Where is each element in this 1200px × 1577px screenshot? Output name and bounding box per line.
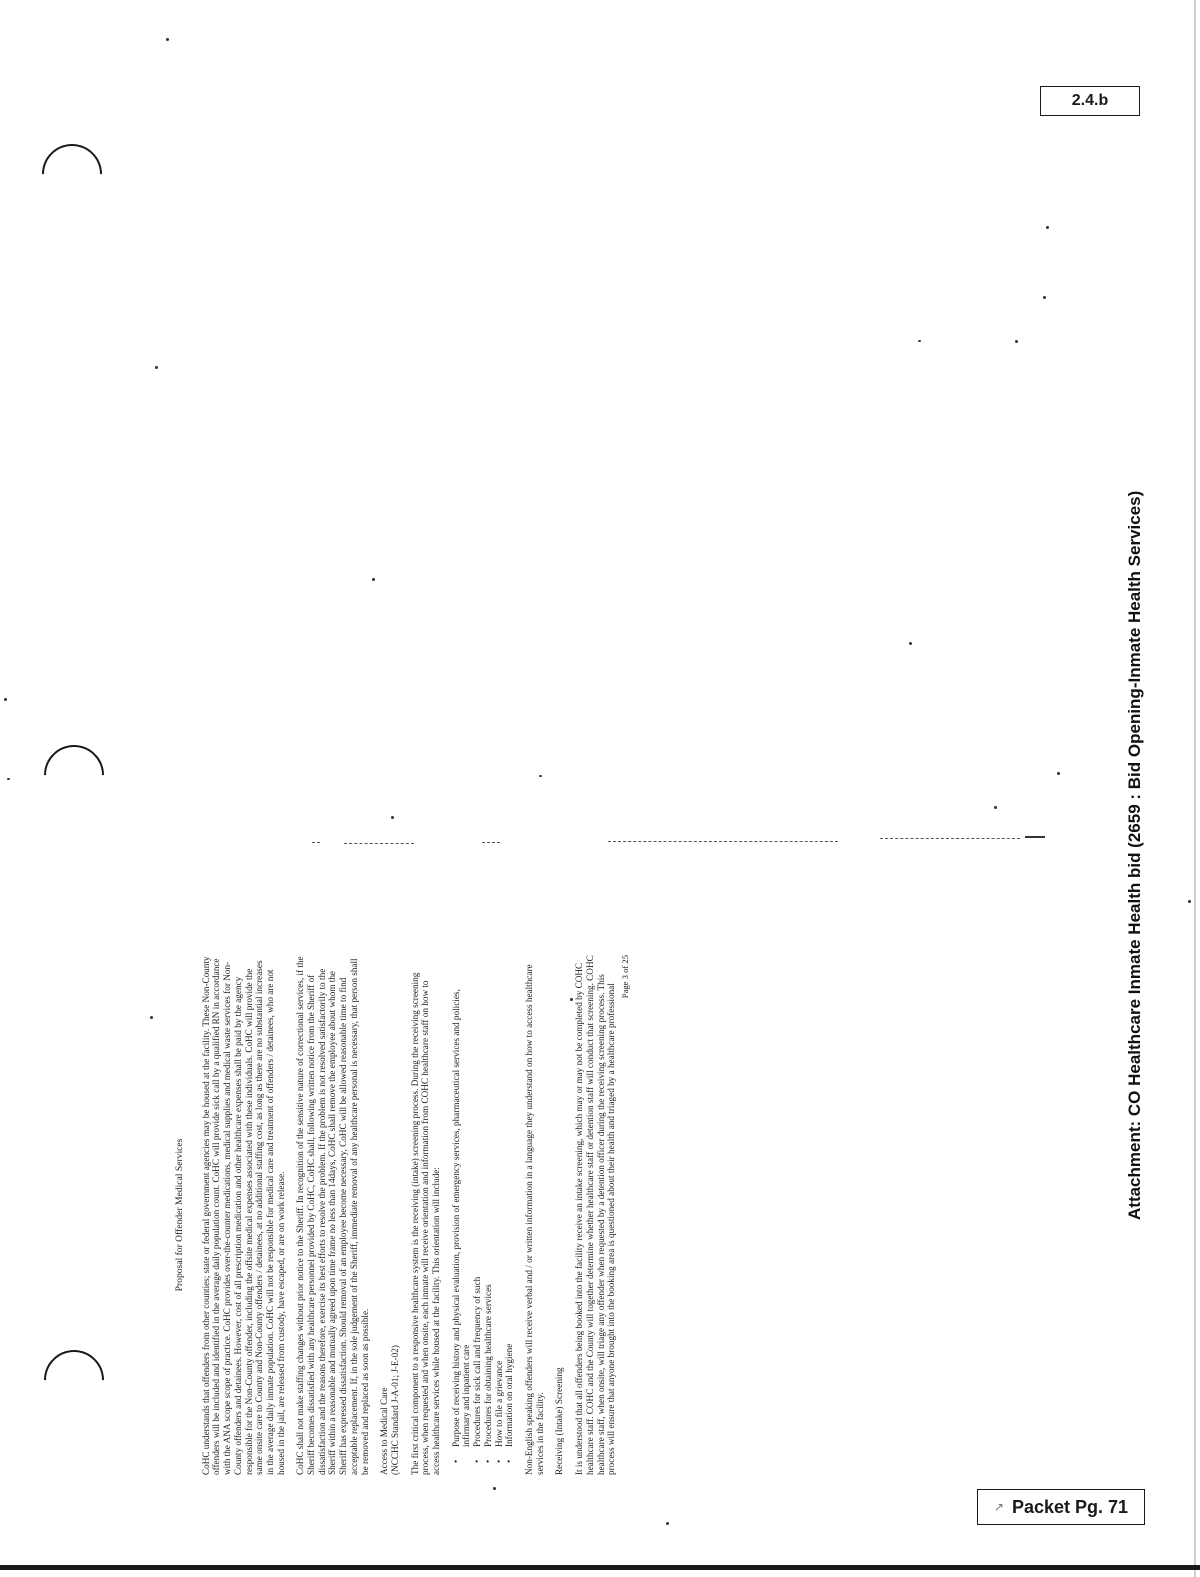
scan-dash-line <box>608 841 838 842</box>
page-number: Page 3 of 25 <box>619 955 630 999</box>
punch-hole-bottom <box>32 1338 117 1423</box>
scan-speck <box>1043 296 1046 299</box>
scan-speck <box>391 816 394 819</box>
paragraph-intake-orientation: The first critical component to a responsive healthcare system is the receiving (intake) screening process. During the receiving screening process, when requested and when onsite, each inmate will receive orientation and information from COHC healthcare staff on how to access healthcare services while housed at the facility. This orientation will include: <box>409 972 442 1475</box>
paragraph-non-county: CoHC understands that offenders from other counties; state or federal government agencies may be housed at the facility. These Non-County offenders will be included and identified in the average daily population count. CoHC will provide sick call by a qualified RN in accordance with the ANA scope scope of practice. CoHC provides over-the-counter medications, medical supplies and medical waste services for Non-County offenders and detainees. However, cost of all prescription medication and other healthcare expenses shall be paid by the agency responsible for the Non-County offender, including the offsite medical expenses associated with these individuals. CoHC will provide the same onsite care to County and Non-County offenders / detainees, at no additional staffing cost, as long as there are no substantial increases in the average daily inmate population. CoHC will not be responsible for medical care and treatment of offenders / detainees, who are not housed in the jail, are released from custody, have escaped, or are on work release. <box>200 956 286 1475</box>
scan-speck <box>909 642 912 645</box>
page-edge <box>1194 0 1196 1577</box>
scan-speck <box>918 340 921 342</box>
paragraph-staffing: CoHC shall not make staffing changes without prior notice to the Sheriff. In recognition of the sensitive nature of correctional services, if the Sheriff becomes dissatisfied with any healthcare personnel provided by CoHC, CoHC shall, following written notice from the Sheriff of dissatisfaction and the reasons therefore, exercise its best efforts to resolve the problem. If the problem is not resolved satisfactorily to the Sheriff within a reasonable and mutually agreed upon time frame no less than 14days, CoHC shall remove the employee about whom the Sheriff has expressed dissatisfaction. Should removal of an employee become necessary, CoHC will be allowed reasonable time to find acceptable replacement. If, in the sole judgement of the Sheriff, immediate removal of any healthcare personal is necessary, that person shall be removed and replaced as soon as possible. <box>295 956 370 1475</box>
heading-receiving-screening: Receiving (Intake) Screening <box>554 1367 565 1475</box>
scan-speck <box>372 578 375 581</box>
agenda-item-badge: 2.4.b <box>1040 86 1140 116</box>
scan-dash-line <box>880 838 1020 839</box>
scan-speck <box>150 1016 153 1019</box>
scan-speck <box>4 698 7 701</box>
attachment-label: Attachment: CO Healthcare Inmate Health bid (2659 : Bid Opening-Inmate Health Services) <box>1125 490 1144 1220</box>
scan-speck <box>570 998 573 1001</box>
cursor-icon: ↗ <box>993 1500 1004 1514</box>
rotated-document <box>175 955 637 1475</box>
list-item: • Procedures for sick call and frequency of such <box>472 955 483 1447</box>
scan-speck <box>1057 772 1060 775</box>
orientation-list <box>451 955 515 1475</box>
punch-hole-top <box>30 132 115 217</box>
scan-dash-line <box>344 843 414 844</box>
scan-speck <box>493 1487 496 1490</box>
bottom-rule <box>0 1565 1200 1570</box>
packet-page-label: Packet Pg. 71 <box>1011 1496 1129 1517</box>
scan-speck <box>1046 226 1049 229</box>
heading-access-to-care: Access to Medical Care <box>379 1387 390 1475</box>
list-item: • Purpose of receiving history and physical evaluation, provision of emergency services, pharmaceutical services and policies, infirmary and inpatient care <box>451 955 472 1447</box>
document-title: Proposal for Offender Medical Services <box>174 1138 185 1292</box>
paragraph-non-english: Non-English speaking offenders will receive verbal and / or written information in a language they understand on how to access healthcare services in the facility. <box>523 964 545 1475</box>
scan-speck <box>155 366 158 369</box>
list-item: • How to file a grievance <box>494 955 505 1447</box>
scan-speck <box>166 38 169 41</box>
scan-dash-line <box>312 842 320 843</box>
heading-ncchc-standard: (NCCHC Standard J-A-01; J-E-02) <box>389 1345 400 1475</box>
scan-speck <box>1015 340 1018 343</box>
scan-speck <box>666 1522 669 1525</box>
paragraph-receiving-screening: It is understood that all offenders being booked into the facility receive an intake screening, which may or may not be completed by COHC healthcare staff. COHC and the County will together determine whether healthcare staff or detention staff will conduct that screening. COHC healthcare staff, when onsite, will triage any offender when requested by a detention officer during the receiving screening process. This process will ensure that anyone brought into the booking area is questioned about their health and triaged by a healthcare professional <box>574 955 617 1475</box>
list-item: • Procedures for obtaining healthcare services <box>483 955 494 1447</box>
scan-dash-line <box>482 842 500 843</box>
scan-solid-line <box>1025 836 1045 838</box>
scan-speck <box>1188 900 1191 903</box>
punch-hole-middle <box>32 733 117 818</box>
packet-page-box <box>977 1489 1145 1525</box>
scan-speck <box>539 775 542 777</box>
list-item: • Information on oral hygiene <box>504 955 515 1447</box>
scan-speck <box>7 778 10 780</box>
scan-speck <box>994 806 997 809</box>
